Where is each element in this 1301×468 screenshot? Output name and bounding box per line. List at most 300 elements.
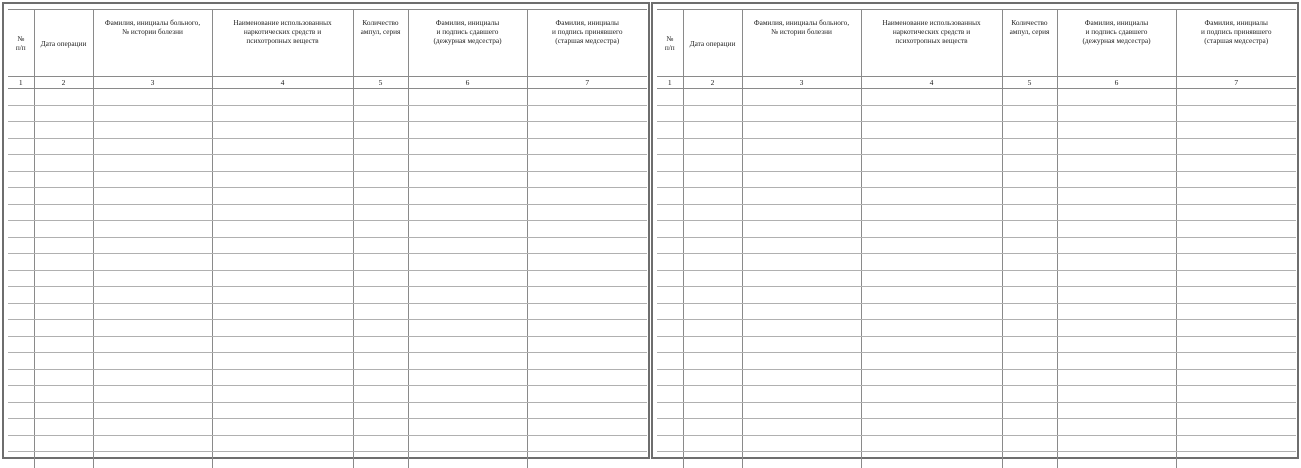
ledger-cell[interactable] (353, 89, 408, 106)
ledger-cell[interactable] (657, 287, 683, 304)
ledger-cell[interactable] (212, 122, 353, 139)
ledger-cell[interactable] (527, 171, 647, 188)
ledger-cell[interactable] (683, 138, 742, 155)
ledger-cell[interactable] (353, 336, 408, 353)
ledger-cell[interactable] (93, 435, 212, 452)
ledger-cell[interactable] (93, 287, 212, 304)
ledger-cell[interactable] (1176, 353, 1296, 370)
ledger-cell[interactable] (1057, 303, 1176, 320)
ledger-cell[interactable] (1057, 122, 1176, 139)
ledger-cell[interactable] (212, 254, 353, 271)
ledger-cell[interactable] (212, 287, 353, 304)
ledger-cell[interactable] (1002, 435, 1057, 452)
ledger-cell[interactable] (861, 452, 1002, 468)
ledger-cell[interactable] (34, 402, 93, 419)
ledger-cell[interactable] (8, 270, 34, 287)
ledger-cell[interactable] (34, 386, 93, 403)
ledger-cell[interactable] (8, 254, 34, 271)
ledger-cell[interactable] (1176, 221, 1296, 238)
ledger-cell[interactable] (657, 122, 683, 139)
ledger-cell[interactable] (861, 419, 1002, 436)
ledger-cell[interactable] (34, 270, 93, 287)
ledger-cell[interactable] (8, 303, 34, 320)
ledger-cell[interactable] (93, 336, 212, 353)
ledger-cell[interactable] (683, 237, 742, 254)
ledger-cell[interactable] (212, 204, 353, 221)
ledger-cell[interactable] (1002, 89, 1057, 106)
ledger-cell[interactable] (1002, 369, 1057, 386)
ledger-cell[interactable] (1002, 221, 1057, 238)
ledger-cell[interactable] (212, 89, 353, 106)
ledger-cell[interactable] (34, 188, 93, 205)
ledger-cell[interactable] (861, 435, 1002, 452)
ledger-cell[interactable] (683, 270, 742, 287)
ledger-cell[interactable] (527, 287, 647, 304)
ledger-cell[interactable] (861, 105, 1002, 122)
ledger-cell[interactable] (657, 237, 683, 254)
ledger-cell[interactable] (93, 188, 212, 205)
ledger-cell[interactable] (1176, 386, 1296, 403)
ledger-cell[interactable] (1176, 402, 1296, 419)
ledger-cell[interactable] (1002, 122, 1057, 139)
ledger-cell[interactable] (8, 402, 34, 419)
ledger-cell[interactable] (353, 419, 408, 436)
ledger-cell[interactable] (657, 303, 683, 320)
ledger-cell[interactable] (1002, 419, 1057, 436)
ledger-cell[interactable] (93, 303, 212, 320)
ledger-cell[interactable] (861, 402, 1002, 419)
ledger-cell[interactable] (93, 320, 212, 337)
ledger-cell[interactable] (683, 369, 742, 386)
ledger-cell[interactable] (1057, 138, 1176, 155)
ledger-cell[interactable] (34, 171, 93, 188)
ledger-cell[interactable] (408, 336, 527, 353)
ledger-cell[interactable] (657, 336, 683, 353)
ledger-cell[interactable] (408, 188, 527, 205)
ledger-cell[interactable] (742, 221, 861, 238)
ledger-cell[interactable] (93, 353, 212, 370)
ledger-cell[interactable] (742, 270, 861, 287)
ledger-cell[interactable] (861, 221, 1002, 238)
ledger-cell[interactable] (527, 204, 647, 221)
ledger-cell[interactable] (8, 171, 34, 188)
ledger-cell[interactable] (408, 221, 527, 238)
ledger-cell[interactable] (353, 303, 408, 320)
ledger-cell[interactable] (1002, 155, 1057, 172)
ledger-cell[interactable] (527, 386, 647, 403)
ledger-cell[interactable] (742, 138, 861, 155)
ledger-cell[interactable] (1057, 270, 1176, 287)
ledger-cell[interactable] (8, 155, 34, 172)
ledger-cell[interactable] (1002, 105, 1057, 122)
ledger-cell[interactable] (742, 402, 861, 419)
ledger-cell[interactable] (93, 452, 212, 468)
ledger-cell[interactable] (742, 188, 861, 205)
ledger-cell[interactable] (212, 336, 353, 353)
ledger-cell[interactable] (1057, 419, 1176, 436)
ledger-cell[interactable] (212, 353, 353, 370)
ledger-cell[interactable] (212, 105, 353, 122)
ledger-cell[interactable] (657, 402, 683, 419)
ledger-cell[interactable] (861, 386, 1002, 403)
ledger-cell[interactable] (353, 320, 408, 337)
ledger-cell[interactable] (353, 402, 408, 419)
ledger-cell[interactable] (353, 254, 408, 271)
ledger-cell[interactable] (527, 155, 647, 172)
ledger-cell[interactable] (861, 138, 1002, 155)
ledger-cell[interactable] (527, 237, 647, 254)
ledger-cell[interactable] (408, 303, 527, 320)
ledger-cell[interactable] (93, 138, 212, 155)
ledger-cell[interactable] (408, 287, 527, 304)
ledger-cell[interactable] (1002, 254, 1057, 271)
ledger-cell[interactable] (408, 270, 527, 287)
ledger-cell[interactable] (212, 419, 353, 436)
ledger-cell[interactable] (861, 155, 1002, 172)
ledger-cell[interactable] (353, 122, 408, 139)
ledger-cell[interactable] (1057, 155, 1176, 172)
ledger-cell[interactable] (742, 452, 861, 468)
ledger-cell[interactable] (742, 237, 861, 254)
ledger-cell[interactable] (527, 303, 647, 320)
ledger-cell[interactable] (861, 369, 1002, 386)
ledger-cell[interactable] (861, 204, 1002, 221)
ledger-cell[interactable] (683, 204, 742, 221)
ledger-cell[interactable] (93, 419, 212, 436)
ledger-cell[interactable] (657, 353, 683, 370)
ledger-cell[interactable] (353, 369, 408, 386)
ledger-cell[interactable] (1176, 303, 1296, 320)
ledger-cell[interactable] (34, 353, 93, 370)
ledger-cell[interactable] (657, 171, 683, 188)
ledger-cell[interactable] (34, 435, 93, 452)
ledger-cell[interactable] (657, 435, 683, 452)
ledger-cell[interactable] (1057, 221, 1176, 238)
ledger-cell[interactable] (8, 353, 34, 370)
ledger-cell[interactable] (1176, 171, 1296, 188)
ledger-cell[interactable] (353, 270, 408, 287)
ledger-cell[interactable] (93, 204, 212, 221)
ledger-cell[interactable] (8, 419, 34, 436)
ledger-cell[interactable] (212, 303, 353, 320)
ledger-cell[interactable] (353, 386, 408, 403)
ledger-cell[interactable] (1002, 188, 1057, 205)
ledger-cell[interactable] (1176, 320, 1296, 337)
ledger-cell[interactable] (527, 188, 647, 205)
ledger-cell[interactable] (34, 122, 93, 139)
ledger-cell[interactable] (861, 122, 1002, 139)
ledger-cell[interactable] (527, 419, 647, 436)
ledger-cell[interactable] (34, 204, 93, 221)
ledger-cell[interactable] (1057, 287, 1176, 304)
ledger-cell[interactable] (212, 435, 353, 452)
ledger-cell[interactable] (34, 419, 93, 436)
ledger-cell[interactable] (93, 105, 212, 122)
ledger-cell[interactable] (742, 353, 861, 370)
ledger-cell[interactable] (657, 320, 683, 337)
ledger-cell[interactable] (861, 89, 1002, 106)
ledger-cell[interactable] (212, 452, 353, 468)
ledger-cell[interactable] (408, 435, 527, 452)
ledger-cell[interactable] (212, 188, 353, 205)
ledger-cell[interactable] (657, 221, 683, 238)
ledger-cell[interactable] (861, 353, 1002, 370)
ledger-cell[interactable] (1002, 237, 1057, 254)
ledger-cell[interactable] (861, 270, 1002, 287)
ledger-cell[interactable] (683, 386, 742, 403)
ledger-cell[interactable] (353, 204, 408, 221)
ledger-cell[interactable] (527, 105, 647, 122)
ledger-cell[interactable] (353, 138, 408, 155)
ledger-cell[interactable] (657, 270, 683, 287)
ledger-cell[interactable] (212, 155, 353, 172)
ledger-cell[interactable] (683, 155, 742, 172)
ledger-cell[interactable] (8, 435, 34, 452)
ledger-cell[interactable] (861, 237, 1002, 254)
ledger-cell[interactable] (1002, 287, 1057, 304)
ledger-cell[interactable] (1176, 89, 1296, 106)
ledger-cell[interactable] (1176, 287, 1296, 304)
ledger-cell[interactable] (1002, 171, 1057, 188)
ledger-cell[interactable] (527, 254, 647, 271)
ledger-cell[interactable] (1057, 105, 1176, 122)
ledger-cell[interactable] (8, 204, 34, 221)
ledger-cell[interactable] (408, 237, 527, 254)
ledger-cell[interactable] (212, 369, 353, 386)
ledger-cell[interactable] (408, 452, 527, 468)
ledger-cell[interactable] (1057, 237, 1176, 254)
ledger-cell[interactable] (1057, 320, 1176, 337)
ledger-cell[interactable] (34, 287, 93, 304)
ledger-cell[interactable] (742, 105, 861, 122)
ledger-cell[interactable] (8, 336, 34, 353)
ledger-cell[interactable] (353, 171, 408, 188)
ledger-cell[interactable] (1057, 402, 1176, 419)
ledger-cell[interactable] (1176, 369, 1296, 386)
ledger-cell[interactable] (683, 320, 742, 337)
ledger-cell[interactable] (93, 254, 212, 271)
ledger-cell[interactable] (93, 237, 212, 254)
ledger-cell[interactable] (657, 105, 683, 122)
ledger-cell[interactable] (34, 89, 93, 106)
ledger-cell[interactable] (353, 287, 408, 304)
ledger-cell[interactable] (34, 254, 93, 271)
ledger-cell[interactable] (527, 221, 647, 238)
ledger-cell[interactable] (408, 89, 527, 106)
ledger-cell[interactable] (93, 171, 212, 188)
ledger-cell[interactable] (408, 320, 527, 337)
ledger-cell[interactable] (683, 221, 742, 238)
ledger-cell[interactable] (527, 452, 647, 468)
ledger-cell[interactable] (34, 105, 93, 122)
ledger-cell[interactable] (353, 353, 408, 370)
ledger-cell[interactable] (8, 452, 34, 468)
ledger-cell[interactable] (34, 336, 93, 353)
ledger-cell[interactable] (8, 89, 34, 106)
ledger-cell[interactable] (8, 138, 34, 155)
ledger-cell[interactable] (34, 237, 93, 254)
ledger-cell[interactable] (657, 138, 683, 155)
ledger-cell[interactable] (527, 270, 647, 287)
ledger-cell[interactable] (8, 105, 34, 122)
ledger-cell[interactable] (742, 171, 861, 188)
ledger-cell[interactable] (657, 386, 683, 403)
ledger-cell[interactable] (8, 386, 34, 403)
ledger-cell[interactable] (861, 171, 1002, 188)
ledger-cell[interactable] (408, 353, 527, 370)
ledger-cell[interactable] (657, 419, 683, 436)
ledger-cell[interactable] (212, 402, 353, 419)
ledger-cell[interactable] (93, 369, 212, 386)
ledger-cell[interactable] (742, 287, 861, 304)
ledger-cell[interactable] (408, 254, 527, 271)
ledger-cell[interactable] (861, 303, 1002, 320)
ledger-cell[interactable] (8, 287, 34, 304)
ledger-cell[interactable] (353, 105, 408, 122)
ledger-cell[interactable] (34, 320, 93, 337)
ledger-cell[interactable] (1002, 386, 1057, 403)
ledger-cell[interactable] (683, 303, 742, 320)
ledger-cell[interactable] (408, 122, 527, 139)
ledger-cell[interactable] (1176, 188, 1296, 205)
ledger-cell[interactable] (1176, 122, 1296, 139)
ledger-cell[interactable] (212, 237, 353, 254)
ledger-cell[interactable] (683, 353, 742, 370)
ledger-cell[interactable] (93, 221, 212, 238)
ledger-cell[interactable] (1002, 138, 1057, 155)
ledger-cell[interactable] (1002, 303, 1057, 320)
ledger-cell[interactable] (683, 254, 742, 271)
ledger-cell[interactable] (527, 435, 647, 452)
ledger-cell[interactable] (93, 155, 212, 172)
ledger-cell[interactable] (683, 287, 742, 304)
ledger-cell[interactable] (1057, 452, 1176, 468)
ledger-cell[interactable] (34, 452, 93, 468)
ledger-cell[interactable] (527, 369, 647, 386)
ledger-cell[interactable] (408, 171, 527, 188)
ledger-cell[interactable] (1176, 138, 1296, 155)
ledger-cell[interactable] (408, 369, 527, 386)
ledger-cell[interactable] (8, 237, 34, 254)
ledger-cell[interactable] (212, 386, 353, 403)
ledger-cell[interactable] (527, 138, 647, 155)
ledger-cell[interactable] (861, 254, 1002, 271)
ledger-cell[interactable] (1176, 155, 1296, 172)
ledger-cell[interactable] (861, 188, 1002, 205)
ledger-cell[interactable] (657, 204, 683, 221)
ledger-cell[interactable] (683, 336, 742, 353)
ledger-cell[interactable] (1002, 452, 1057, 468)
ledger-cell[interactable] (1057, 171, 1176, 188)
ledger-cell[interactable] (93, 89, 212, 106)
ledger-cell[interactable] (408, 386, 527, 403)
ledger-cell[interactable] (683, 435, 742, 452)
ledger-cell[interactable] (353, 237, 408, 254)
ledger-cell[interactable] (742, 386, 861, 403)
ledger-cell[interactable] (1057, 386, 1176, 403)
ledger-cell[interactable] (742, 155, 861, 172)
ledger-cell[interactable] (93, 270, 212, 287)
ledger-cell[interactable] (408, 402, 527, 419)
ledger-cell[interactable] (212, 320, 353, 337)
ledger-cell[interactable] (8, 320, 34, 337)
ledger-cell[interactable] (527, 336, 647, 353)
ledger-cell[interactable] (353, 221, 408, 238)
ledger-cell[interactable] (861, 287, 1002, 304)
ledger-cell[interactable] (527, 89, 647, 106)
ledger-cell[interactable] (861, 336, 1002, 353)
ledger-cell[interactable] (742, 369, 861, 386)
ledger-cell[interactable] (34, 155, 93, 172)
ledger-cell[interactable] (683, 188, 742, 205)
ledger-cell[interactable] (408, 419, 527, 436)
ledger-cell[interactable] (527, 353, 647, 370)
ledger-cell[interactable] (1002, 336, 1057, 353)
ledger-cell[interactable] (408, 155, 527, 172)
ledger-cell[interactable] (8, 221, 34, 238)
ledger-cell[interactable] (1057, 254, 1176, 271)
ledger-cell[interactable] (683, 89, 742, 106)
ledger-cell[interactable] (527, 320, 647, 337)
ledger-cell[interactable] (212, 138, 353, 155)
ledger-cell[interactable] (1057, 188, 1176, 205)
ledger-cell[interactable] (408, 204, 527, 221)
ledger-cell[interactable] (742, 89, 861, 106)
ledger-cell[interactable] (657, 188, 683, 205)
ledger-cell[interactable] (408, 138, 527, 155)
ledger-cell[interactable] (1002, 320, 1057, 337)
ledger-cell[interactable] (742, 419, 861, 436)
ledger-cell[interactable] (742, 320, 861, 337)
ledger-cell[interactable] (527, 122, 647, 139)
ledger-cell[interactable] (93, 402, 212, 419)
ledger-cell[interactable] (353, 435, 408, 452)
ledger-cell[interactable] (1057, 89, 1176, 106)
ledger-cell[interactable] (683, 452, 742, 468)
ledger-cell[interactable] (1176, 204, 1296, 221)
ledger-cell[interactable] (408, 105, 527, 122)
ledger-cell[interactable] (1002, 353, 1057, 370)
ledger-cell[interactable] (657, 155, 683, 172)
ledger-cell[interactable] (742, 204, 861, 221)
ledger-cell[interactable] (212, 171, 353, 188)
ledger-cell[interactable] (1057, 336, 1176, 353)
ledger-cell[interactable] (212, 270, 353, 287)
ledger-cell[interactable] (742, 336, 861, 353)
ledger-cell[interactable] (742, 122, 861, 139)
ledger-cell[interactable] (212, 221, 353, 238)
ledger-cell[interactable] (742, 303, 861, 320)
ledger-cell[interactable] (8, 188, 34, 205)
ledger-cell[interactable] (1176, 237, 1296, 254)
ledger-cell[interactable] (34, 303, 93, 320)
ledger-cell[interactable] (1176, 336, 1296, 353)
ledger-cell[interactable] (1176, 419, 1296, 436)
ledger-cell[interactable] (683, 105, 742, 122)
ledger-cell[interactable] (1057, 435, 1176, 452)
ledger-cell[interactable] (1176, 270, 1296, 287)
ledger-cell[interactable] (8, 369, 34, 386)
ledger-cell[interactable] (683, 122, 742, 139)
ledger-cell[interactable] (683, 419, 742, 436)
ledger-cell[interactable] (1176, 254, 1296, 271)
ledger-cell[interactable] (353, 452, 408, 468)
ledger-cell[interactable] (742, 254, 861, 271)
ledger-cell[interactable] (683, 402, 742, 419)
ledger-cell[interactable] (683, 171, 742, 188)
ledger-cell[interactable] (34, 221, 93, 238)
ledger-cell[interactable] (93, 122, 212, 139)
